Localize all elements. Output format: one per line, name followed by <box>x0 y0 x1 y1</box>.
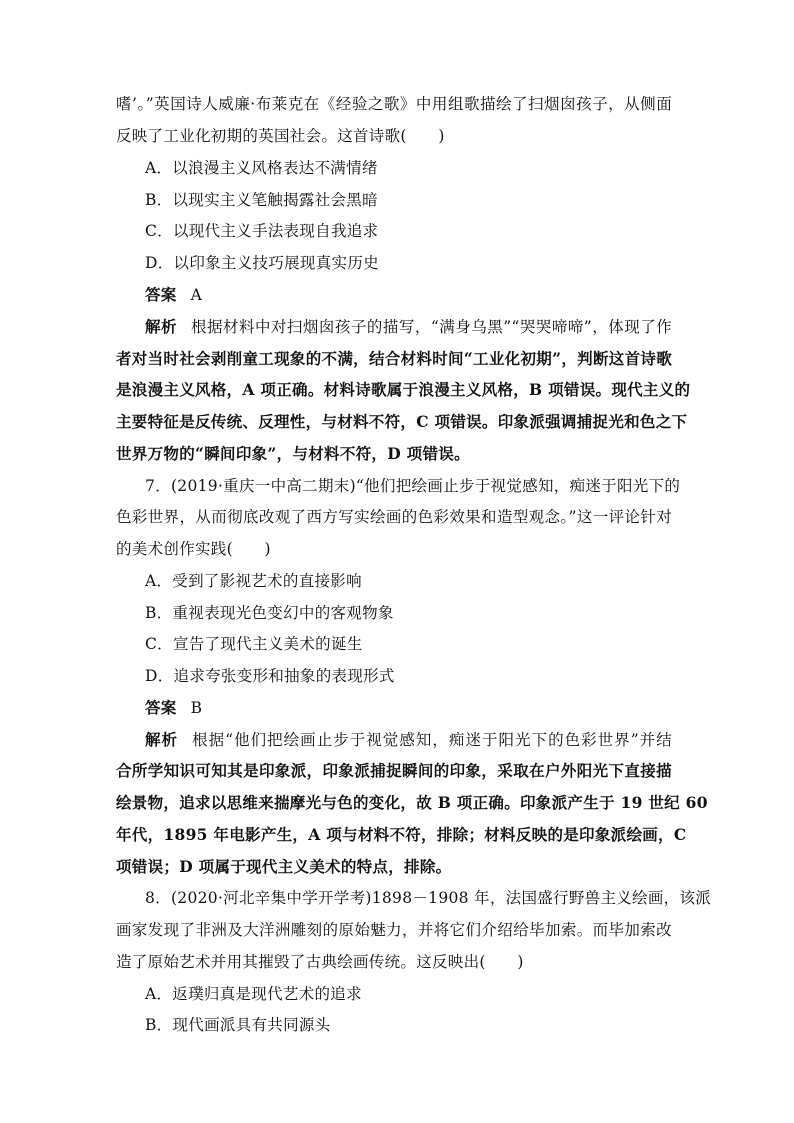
q6-option-a: A．以浪漫主义风格表达不满情绪 <box>145 159 378 177</box>
q6-answer-label: 答案 <box>145 285 177 304</box>
q7-option-c: C．宣告了现代主义美术的诞生 <box>145 635 363 653</box>
q6-explanation-line-4: 主要特征是反传统、反理性，与材料不符，C 项错误。印象派强调捕捉光和色之下 <box>116 412 688 431</box>
q6-answer-value: A <box>190 286 203 304</box>
q6-explanation-line-1: 解析 根据材料中对扫烟囱孩子的描写，“满身乌黑”“哭哭啼啼”，体现了作 <box>145 317 672 336</box>
q7-answer <box>145 698 202 718</box>
q6-explanation-line-2: 者对当时社会剥削童工现象的不满，结合材料时间“工业化初期”，判断这首诗歌 <box>116 349 672 368</box>
q7-explanation-line-3: 绘景物，追求以思维来揣摩光与色的变化，故 B 项正确。印象派产生于 19 世纪 60 <box>116 793 708 812</box>
q7-answer-label: 答案 <box>145 698 177 717</box>
q6-option-c: C．以现代主义手法表现自我追求 <box>145 222 379 240</box>
q8-option-b: B．现代画派具有共同源头 <box>145 1016 331 1034</box>
q7-explanation-line-2: 合所学知识可知其是印象派，印象派捕捉瞬间的印象，采取在户外阳光下直接描 <box>116 761 672 780</box>
q7-explanation-label: 解析 <box>145 730 179 749</box>
q8-stem-line-1: 8．(2020·河北辛集中学开学考)1898－1908 年，法国盛行野兽主义绘画，该派 <box>145 889 712 907</box>
q6-option-b: B．以现实主义笔触揭露社会黑暗 <box>145 191 378 209</box>
q6-answer <box>145 285 202 305</box>
q8-option-a: A．返璞归真是现代艺术的追求 <box>145 985 362 1003</box>
q7-option-b: B．重视表现光色变幻中的客观物象 <box>145 604 394 622</box>
q7-option-d: D．追求夸张变形和抽象的表现形式 <box>145 667 395 685</box>
q6-explanation-label: 解析 <box>145 317 177 336</box>
q8-stem-line-3: 造了原始艺术并用其摧毁了古典绘画传统。这反映出( ) <box>116 953 524 971</box>
q7-stem-line-2: 色彩世界，从而彻底改观了西方写实绘画的色彩效果和造型观念。”这一评论针对 <box>116 508 672 526</box>
q6-stem-line-1: 嗜’。”英国诗人威廉·布莱克在《经验之歌》中用组歌描绘了扫烟囱孩子，从侧面 <box>116 95 672 113</box>
q7-option-a: A．受到了影视艺术的直接影响 <box>145 572 362 590</box>
q6-explanation-line-5: 世界万物的“瞬间印象”，与材料不符，D 项错误。 <box>116 444 470 463</box>
q8-stem-line-2: 画家发现了非洲及大洋洲雕刻的原始魅力，并将它们介绍给毕加索。而毕加索改 <box>116 921 672 939</box>
q7-stem-line-3: 的美术创作实践( ) <box>116 540 271 558</box>
q7-answer-value: B <box>190 699 203 717</box>
q7-stem-line-1: 7．(2019·重庆一中高二期末)“他们把绘画止步于视觉感知，痴迷于阳光下的 <box>145 477 681 495</box>
q6-explanation-line-3: 是浪漫主义风格，A 项正确。材料诗歌属于浪漫主义风格，B 项错误。现代主义的 <box>116 380 691 399</box>
q7-explanation-line-4: 年代，1895 年电影产生，A 项与材料不符，排除；材料反映的是印象派绘画，C <box>116 825 687 844</box>
q6-option-d: D．以印象主义技巧展现真实历史 <box>145 254 379 272</box>
q7-explanation-line-1: 解析 根据“他们把绘画止步于视觉感知，痴迷于阳光下的色彩世界”并结 <box>145 730 672 749</box>
q6-stem-line-2: 反映了工业化初期的英国社会。这首诗歌( ) <box>116 127 445 145</box>
q7-explanation-line-5: 项错误；D 项属于现代主义美术的特点，排除。 <box>116 857 452 876</box>
